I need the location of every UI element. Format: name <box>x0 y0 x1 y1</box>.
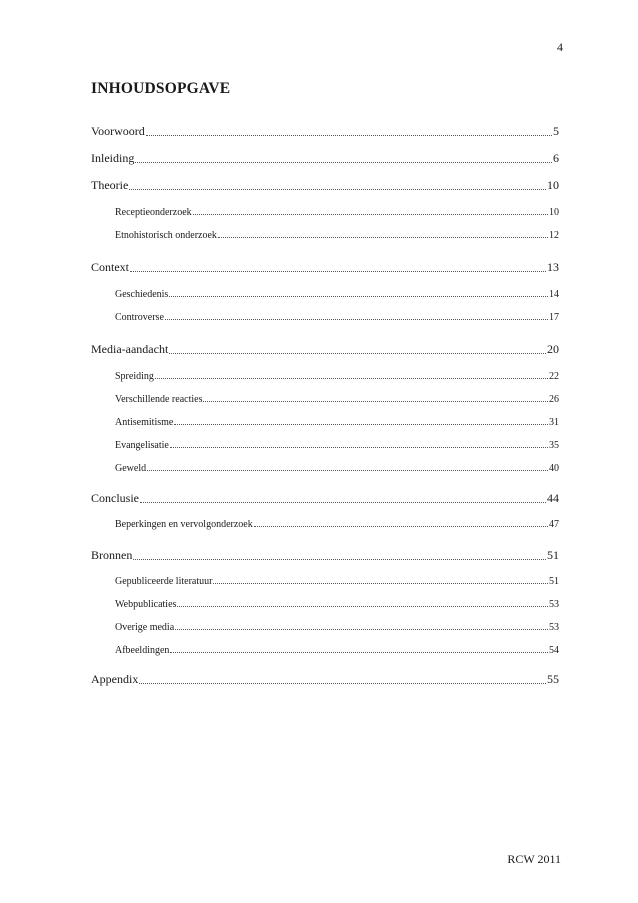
toc-entry-label: Evangelisatie <box>115 440 169 451</box>
dot-leader <box>218 237 548 238</box>
toc-entry-page: 53 <box>549 622 559 633</box>
dot-leader <box>140 502 546 503</box>
toc-entry <box>115 312 559 323</box>
dot-leader <box>133 559 546 560</box>
toc-entry-page: 31 <box>549 417 559 428</box>
dot-leader <box>139 683 546 684</box>
dot-leader <box>175 629 548 630</box>
toc-entry-label: Appendix <box>91 672 139 686</box>
toc-entry-label: Receptieonderzoek <box>115 207 192 218</box>
toc-entry-label: Beperkingen en vervolgonderzoek <box>115 519 253 530</box>
toc-entry-label: Overige media <box>115 622 175 633</box>
toc-entry <box>115 622 559 633</box>
dot-leader <box>147 470 548 471</box>
toc-entry-page: 10 <box>547 178 559 192</box>
toc-entry-label: Inleiding <box>91 151 135 165</box>
toc-entry <box>91 342 559 357</box>
toc-entry-label: Conclusie <box>91 491 139 505</box>
toc-entry <box>91 151 559 166</box>
toc-entry-label: Verschillende reacties <box>115 394 203 405</box>
toc-entry <box>91 124 559 139</box>
toc-entry-label: Theorie <box>91 178 129 192</box>
toc-entry-label: Geweld <box>115 463 147 474</box>
toc-entry-label: Bronnen <box>91 548 133 562</box>
toc-entry <box>115 417 559 428</box>
dot-leader <box>130 271 546 272</box>
dot-leader <box>129 189 546 190</box>
toc-entry-page: 17 <box>549 312 559 323</box>
toc-entry <box>115 207 559 218</box>
toc-entry <box>115 519 559 530</box>
toc-entry-label: Context <box>91 260 129 274</box>
toc-entry-page: 51 <box>547 548 559 562</box>
toc-entry <box>115 645 559 656</box>
toc-entry <box>115 576 559 587</box>
dot-leader <box>146 135 552 136</box>
dot-leader <box>165 319 548 320</box>
toc-entry-page: 14 <box>549 289 559 300</box>
toc-entry-page: 44 <box>547 491 559 505</box>
toc-entry-page: 47 <box>549 519 559 530</box>
toc-entry-label: Etnohistorisch onderzoek <box>115 230 217 241</box>
toc-entry-label: Afbeeldingen <box>115 645 170 656</box>
toc-entry <box>91 672 559 687</box>
footer-text: RCW 2011 <box>507 852 561 866</box>
dot-leader <box>135 162 552 163</box>
toc-entry <box>115 289 559 300</box>
dot-leader <box>170 447 548 448</box>
toc-entry-label: Webpublicaties <box>115 599 177 610</box>
toc-entry-page: 5 <box>553 124 559 138</box>
toc-entry <box>115 230 559 241</box>
toc-entry-page: 13 <box>547 260 559 274</box>
dot-leader <box>193 214 548 215</box>
toc-entry-page: 22 <box>549 371 559 382</box>
toc-entry-label: Media-aandacht <box>91 342 169 356</box>
dot-leader <box>170 652 548 653</box>
toc-entry-page: 6 <box>553 151 559 165</box>
toc-entry <box>115 371 559 382</box>
dot-leader <box>169 353 546 354</box>
toc-entry <box>115 463 559 474</box>
toc-entry-page: 53 <box>549 599 559 610</box>
toc-entry <box>91 491 559 506</box>
toc-entry-page: 35 <box>549 440 559 451</box>
toc-entry-label: Spreiding <box>115 371 154 382</box>
toc-entry-page: 55 <box>547 672 559 686</box>
toc-entry <box>115 394 559 405</box>
dot-leader <box>155 378 548 379</box>
toc-entry <box>115 599 559 610</box>
toc-entry-label: Gepubliceerde literatuur <box>115 576 213 587</box>
dot-leader <box>169 296 548 297</box>
toc-entry <box>91 260 559 275</box>
toc-entry <box>91 548 559 563</box>
page-number: 4 <box>557 40 563 54</box>
dot-leader <box>213 583 548 584</box>
dot-leader <box>174 424 548 425</box>
toc-entry <box>115 440 559 451</box>
dot-leader <box>177 606 548 607</box>
toc-entry-page: 12 <box>549 230 559 241</box>
toc-entry-label: Voorwoord <box>91 124 145 138</box>
toc-entry-page: 26 <box>549 394 559 405</box>
toc-entry-page: 40 <box>549 463 559 474</box>
dot-leader <box>203 401 548 402</box>
toc-entry-page: 10 <box>549 207 559 218</box>
toc-entry-label: Geschiedenis <box>115 289 169 300</box>
page-title: INHOUDSOPGAVE <box>91 80 231 97</box>
toc-entry-page: 51 <box>549 576 559 587</box>
toc-entry-page: 54 <box>549 645 559 656</box>
dot-leader <box>254 526 548 527</box>
toc-entry-label: Controverse <box>115 312 164 323</box>
toc-entry <box>91 178 559 193</box>
toc-entry-page: 20 <box>547 342 559 356</box>
toc-entry-label: Antisemitisme <box>115 417 174 428</box>
